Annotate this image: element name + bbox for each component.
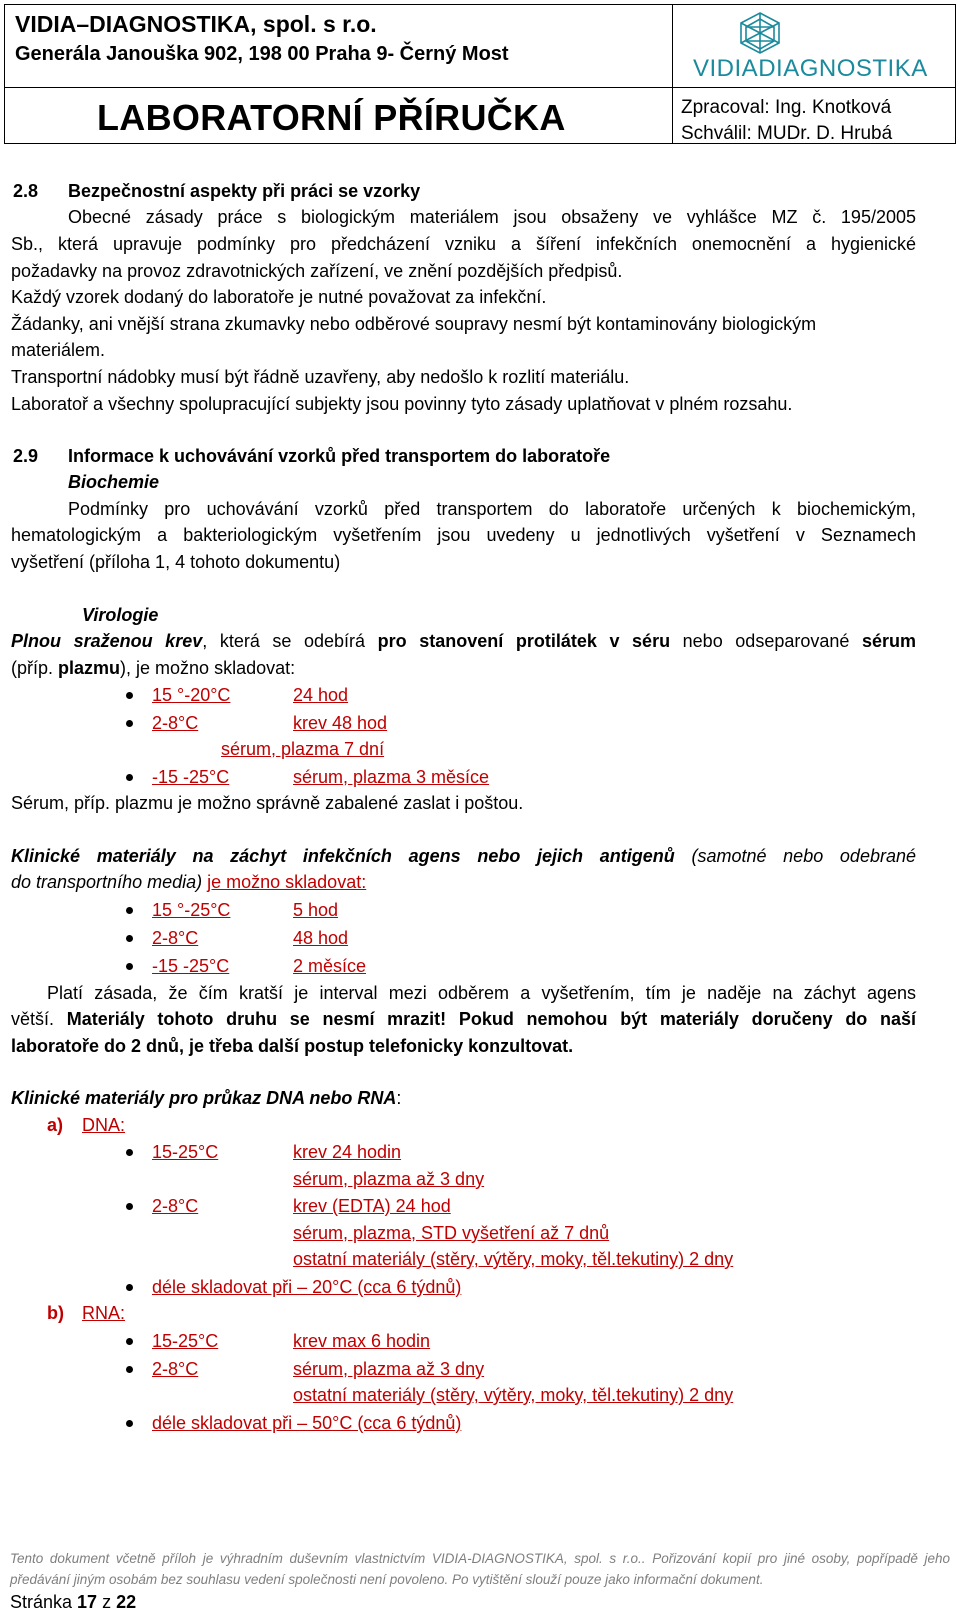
long-term-storage: déle skladovat při – 20°C (cca 6 týdnů) [152, 1277, 462, 1297]
section-2-8-paragraph-line: požadavky na provoz zdravotnických zařízení, ve znění pozdějších předpisů. [11, 261, 623, 281]
rule-paragraph-line: Platí zásada, že čím kratší je interval mezi odběrem a vyšetřením, tím je naděje na záchyt agens [47, 983, 916, 1003]
company-address: Generála Janouška 902, 198 00 Praha 9- Černý Most [15, 43, 509, 65]
section-2-8-paragraph-line: Žádanky, ani vnější strana zkumavky nebo odběrové soupravy nesmí být kontaminovány biologickým [11, 314, 817, 334]
prepared-by: Zpracoval: Ing. Knotková [681, 97, 892, 118]
storage-temperature: 2-8°C [152, 1359, 199, 1379]
storage-temperature: -15 -25°C [152, 767, 230, 787]
storage-duration: sérum, plazma 3 měsíce [293, 767, 490, 787]
section-2-8-paragraph: Transportní nádobky musí být řádně uzavřeny, aby nedošlo k rozlití materiálu. [11, 367, 630, 387]
bullet-icon [126, 720, 133, 727]
storage-temperature: 2-8°C [152, 713, 199, 733]
bullet-icon [126, 907, 133, 914]
section-2-8-paragraph-line: Sb., která upravuje podmínky pro předcházení vzniku a šíření infekčních onemocnění a hygienické [11, 234, 916, 254]
storage-temperature: 2-8°C [152, 1196, 199, 1216]
virology-paragraph-line: (příp. plazmu), je možno skladovat: [11, 658, 296, 678]
section-2-9-heading: Informace k uchovávání vzorků před transportem do laboratoře [68, 446, 611, 466]
biochemistry-paragraph-line: hematologickým a bakteriologickým vyšetřením jsou uvedeny u jednotlivých vyšetření v Seznamech [11, 525, 916, 545]
approval-block [681, 95, 892, 147]
storage-duration: sérum, plazma až 3 dny [293, 1169, 485, 1189]
dna-rna-heading: Klinické materiály pro průkaz DNA nebo RNA: [11, 1088, 402, 1108]
storage-duration: krev max 6 hodin [293, 1331, 431, 1351]
storage-temperature: 15-25°C [152, 1142, 219, 1162]
bullet-icon [126, 1420, 133, 1427]
storage-duration: ostatní materiály (stěry, výtěry, moky, těl.tekutiny) 2 dny [293, 1249, 734, 1269]
clinical-materials-paragraph-line: Klinické materiály na záchyt infekčních agens nebo jejich antigenů (samotné nebo odebrané [11, 846, 916, 866]
rna-label-letter: b) [47, 1303, 64, 1323]
storage-duration: sérum, plazma, STD vyšetření až 7 dnů [293, 1223, 610, 1243]
section-2-8-paragraph-line: Obecné zásady práce s biologickým materiálem jsou obsaženy ve vyhlášce MZ č. 195/2005 [68, 207, 916, 227]
section-2-8-paragraph: Laboratoř a všechny spolupracující subjekty jsou povinny tyto zásady uplatňovat v plném rozsahu. [11, 394, 793, 414]
storage-duration: krev 48 hod [293, 713, 388, 733]
bullet-icon [126, 935, 133, 942]
approved-by: Schválil: MUDr. D. Hrubá [681, 123, 893, 144]
bullet-icon [126, 774, 133, 781]
logo-wordmark: VIDIADIAGNOSTIKA [693, 55, 928, 82]
biochemistry-paragraph-line: vyšetření (příloha 1, 4 tohoto dokumentu) [11, 552, 341, 572]
section-2-8-paragraph-line: materiálem. [11, 340, 106, 360]
storage-duration: sérum, plazma 7 dní [221, 739, 385, 759]
virology-subheading: Virologie [82, 605, 159, 625]
company-name: VIDIA–DIAGNOSTIKA, spol. s r.o. [15, 11, 377, 37]
biochemistry-paragraph-line: Podmínky pro uchovávání vzorků před transportem do laboratoře určených k biochemickým, [68, 499, 916, 519]
storage-temperature: 15-25°C [152, 1331, 219, 1351]
virology-note: Sérum, příp. plazmu je možno správně zabalené zaslat i poštou. [11, 793, 524, 813]
storage-temperature: -15 -25°C [152, 956, 230, 976]
dna-label-letter: a) [47, 1115, 64, 1135]
section-2-8-number: 2.8 [13, 181, 39, 201]
section-2-9-number: 2.9 [13, 446, 39, 466]
clinical-materials-paragraph-line: do transportního media) je možno skladovat: [11, 872, 367, 892]
storage-duration: 2 měsíce [293, 956, 367, 976]
bullet-icon [126, 963, 133, 970]
rule-paragraph-line: laboratoře do 2 dnů, je třeba další postup telefonicky konzultovat. [11, 1036, 574, 1056]
company-logo [685, 9, 945, 85]
storage-duration: 5 hod [293, 900, 339, 920]
storage-duration: krev 24 hodin [293, 1142, 402, 1162]
long-term-storage: déle skladovat při – 50°C (cca 6 týdnů) [152, 1413, 462, 1433]
storage-duration: 48 hod [293, 928, 349, 948]
bullet-icon [126, 1338, 133, 1345]
storage-duration: krev (EDTA) 24 hod [293, 1196, 451, 1216]
document-header [4, 4, 956, 144]
page-number: Stránka 17 z 22 [10, 1592, 137, 1612]
dna-label: DNA: [82, 1115, 126, 1135]
bullet-icon [126, 1203, 133, 1210]
document-title: LABORATORNÍ PŘÍRUČKA [97, 97, 566, 138]
bullet-icon [126, 1149, 133, 1156]
copyright-notice: Tento dokument včetně příloh je výhradním duševním vlastnictvím VIDIA-DIAGNOSTIKA, spol. s r.o.. Pořizování kopií pro jiné osoby, popřípadě jeho předávání jiným osobám bez souhlasu vedení společnosti není povoleno. Po vytištění slouží pouze jako informační dokument. [10, 1551, 950, 1587]
rule-paragraph-line: větší. Materiály tohoto druhu se nesmí mrazit! Pokud nemohou být materiály doručeny do naší [11, 1009, 917, 1029]
biochemistry-subheading: Biochemie [68, 472, 160, 492]
bullet-icon [126, 1366, 133, 1373]
bullet-icon [126, 1284, 133, 1291]
storage-temperature: 2-8°C [152, 928, 199, 948]
section-2-8-paragraph: Každý vzorek dodaný do laboratoře je nutné považovat za infekční. [11, 287, 547, 307]
storage-temperature: 15 °-25°C [152, 900, 231, 920]
rna-label: RNA: [82, 1303, 126, 1323]
bullet-icon [126, 692, 133, 699]
storage-duration: sérum, plazma až 3 dny [293, 1359, 485, 1379]
storage-temperature: 15 °-20°C [152, 685, 231, 705]
section-2-8-heading: Bezpečnostní aspekty při práci se vzorky [68, 181, 421, 201]
storage-duration: ostatní materiály (stěry, výtěry, moky, těl.tekutiny) 2 dny [293, 1385, 734, 1405]
storage-duration: 24 hod [293, 685, 349, 705]
virology-paragraph-line: Plnou sraženou krev, která se odebírá pro stanovení protilátek v séru nebo odseparované sérum [11, 631, 916, 651]
logo-icon [685, 9, 945, 59]
